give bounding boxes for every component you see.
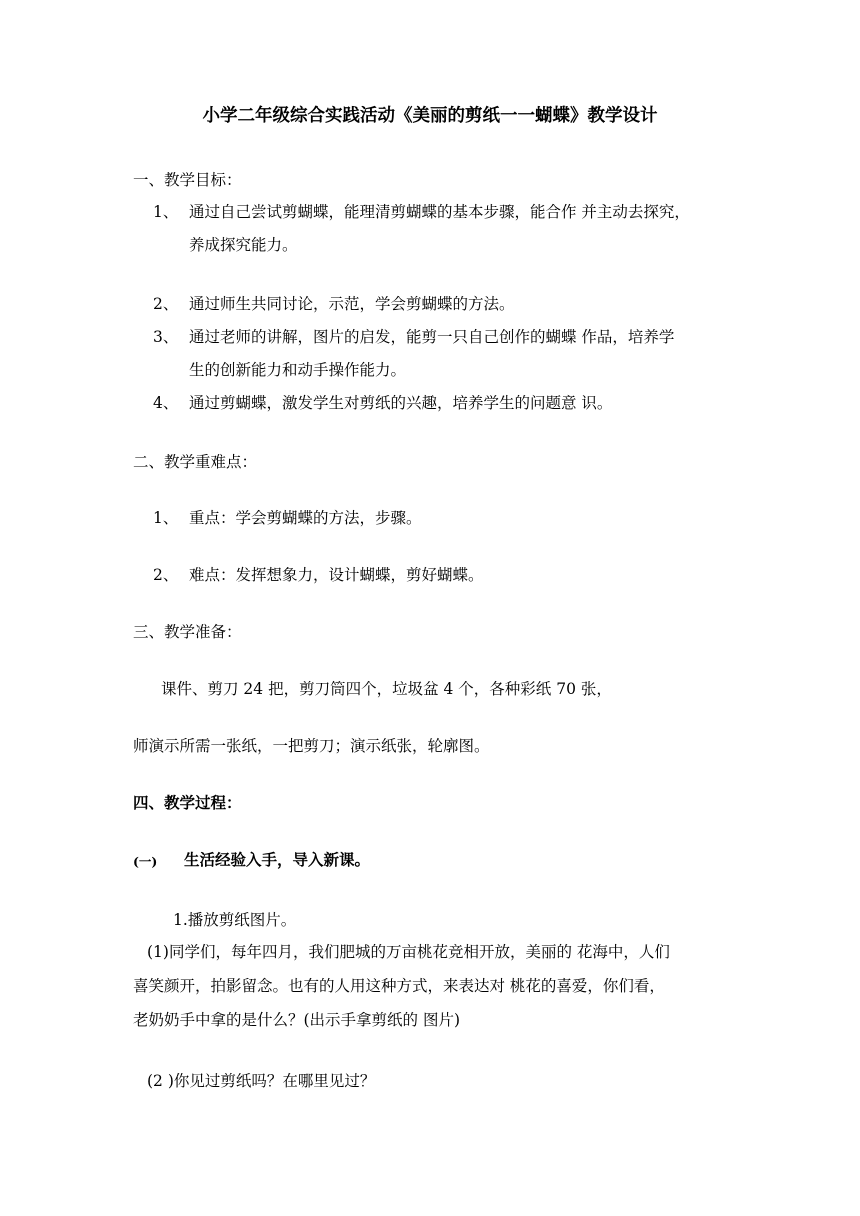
subsection-title: 生活经验入手，导入新课。 — [184, 850, 371, 869]
section-heading-process: 四、教学过程： — [133, 793, 242, 812]
list-item-number: 2、 — [153, 295, 179, 313]
document-title: 小学二年级综合实践活动《美丽的剪纸一一蝴蝶》教学设计 — [202, 106, 658, 126]
paragraph-line: (2 )你见过剪纸吗？在哪里见过？ — [147, 1072, 376, 1090]
preparation-text-continued: 师演示所需一张纸，一把剪刀；演示纸张，轮廓图。 — [133, 737, 490, 755]
list-item-text-continued: 养成探究能力。 — [189, 236, 298, 254]
list-item-number: 3、 — [153, 328, 179, 346]
list-item-text: 通过自己尝试剪蝴蝶，能理清剪蝴蝶的基本步骤，能合作 并主动去探究， — [189, 203, 690, 221]
list-item-number: 1、 — [153, 203, 179, 221]
subsection-number: (一) — [133, 854, 158, 869]
section-heading-objectives: 一、教学目标： — [133, 171, 242, 189]
list-item-number: 4、 — [153, 394, 179, 412]
paragraph-line: 喜笑颜开，拍影留念。也有的人用这种方式，来表达对 桃花的喜爱，你们看， — [133, 977, 665, 995]
paragraph-line: (1)同学们，每年四月，我们肥城的万亩桃花竞相开放，美丽的 花海中，人们 — [147, 943, 670, 961]
list-item-text: 通过老师的讲解，图片的启发，能剪一只自己创作的蝴蝶 作品，培养学 — [189, 328, 675, 346]
step-text: 1.播放剪纸图片。 — [173, 911, 297, 929]
list-item-text: 通过剪蝴蝶，激发学生对剪纸的兴趣，培养学生的问题意 识。 — [189, 394, 613, 412]
section-heading-key-points: 二、教学重难点： — [133, 453, 258, 471]
preparation-text: 课件、剪刀 24 把，剪刀筒四个，垃圾盆 4 个，各种彩纸 70 张， — [161, 680, 612, 698]
paragraph-line: 老奶奶手中拿的是什么？(出示手拿剪纸的 图片) — [133, 1011, 461, 1029]
section-heading-preparation: 三、教学准备： — [133, 623, 242, 641]
list-item-text: 通过师生共同讨论，示范，学会剪蝴蝶的方法。 — [189, 295, 515, 313]
list-item-number: 1、 — [153, 509, 179, 527]
list-item-number: 2、 — [153, 566, 179, 584]
list-item-text: 难点：发挥想象力，设计蝴蝶，剪好蝴蝶。 — [189, 566, 484, 584]
list-item-text-continued: 生的创新能力和动手操作能力。 — [189, 361, 407, 379]
list-item-text: 重点：学会剪蝴蝶的方法，步骤。 — [189, 509, 422, 527]
